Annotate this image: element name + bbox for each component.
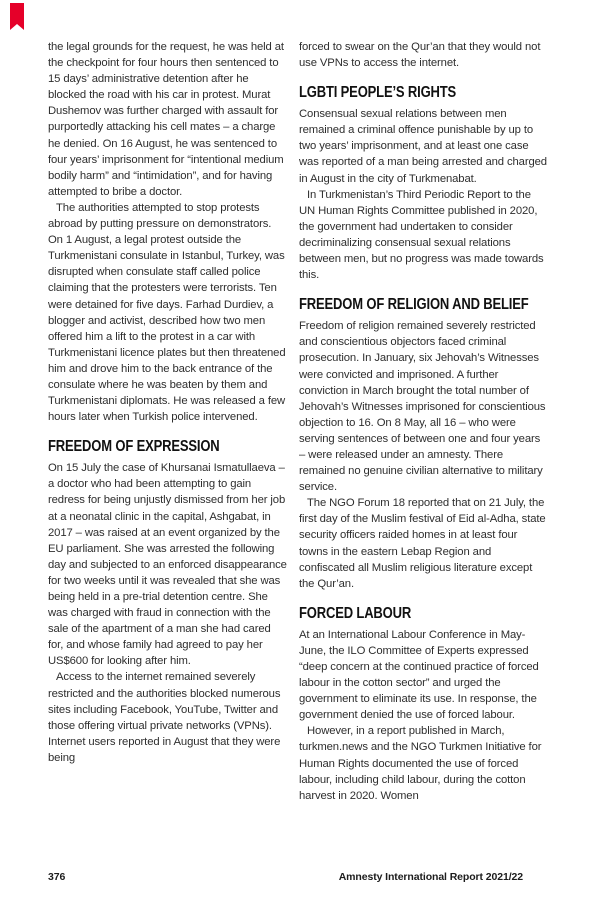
paragraph: However, in a report published in March, turkmen.news and the NGO Turkmen Initiative for Human Rights documented the use of forced labour, including child labour, during the cotton harvest in 2020. Women — [299, 725, 542, 802]
left-text-column — [48, 39, 288, 766]
right-text-column — [299, 39, 547, 804]
section-heading: FREEDOM OF RELIGION AND BELIEF — [299, 296, 529, 314]
section-heading: LGBTI PEOPLE’S RIGHTS — [299, 84, 457, 102]
paragraph: The authorities attempted to stop protests abroad by putting pressure on demonstrators. On 1 August, a legal protest outside the Turkmenistani consulate in Istanbul, Turkey, was disrupted when consulate staff called police claiming that the protesters were terrorists. Ten were detained for five days. Farhad Durdiev, a blogger and activist, described how two men offered him a lift to the protest in a car with Turkmenistani licence plates but then threatened him and drove him to the back entrance of the consulate where he was beaten by them and Turkmenistani diplomats. He was released a few hours later when Turkish police intervened. — [48, 201, 286, 424]
paragraph: forced to swear on the Qur’an that they would not use VPNs to access the internet. — [299, 41, 541, 70]
report-title: Amnesty International Report 2021/22 — [338, 871, 523, 883]
paragraph: The NGO Forum 18 reported that on 21 July, the first day of the Muslim festival of Eid al-Adha, state security officers raided homes in at least four towns in the eastern Lebap Region and confiscated all Muslim religious literature except the Qur’an. — [299, 497, 546, 590]
section-heading: FORCED LABOUR — [299, 604, 412, 622]
paragraph: Consensual sexual relations between men remained a criminal offence punishable by up to two years’ imprisonment, and at least one case was reported of a man being arrested and charged in August in the city of Turkmenabat. — [299, 108, 547, 185]
paragraph: the legal grounds for the request, he was held at the checkpoint for four hours then sentenced to 15 days’ administrative detention after he blocked the road with his car in protest. Murat Dushemov was further charged with assault for purportedly attacking his cell mates – a charge he denied. On 16 August, he was sentenced to four years’ imprisonment for “intentional medium bodily harm” and “intimidation”, and for having attempted to bribe a doctor. — [48, 41, 284, 198]
section-heading: FREEDOM OF EXPRESSION — [48, 438, 220, 456]
bookmark-ribbon-icon — [10, 3, 24, 30]
paragraph: In Turkmenistan’s Third Periodic Report to the UN Human Rights Committee published in 2020, the government had undertaken to consider decriminalizing consensual sexual relations between men, but no progress was made towards this. — [299, 188, 544, 282]
paragraph: Access to the internet remained severely restricted and the authorities blocked numerous sites including Facebook, YouTube, Twitter and those offering virtual private networks (VPNs). Internet users reported in August that they were being — [48, 671, 281, 764]
paragraph: On 15 July the case of Khursanai Ismatullaeva – a doctor who had been attempting to gain redress for being unjustly dismissed from her job at a neonatal clinic in the capital, Ashgabat, in 2017 – was raised at an event organized by the EU parliament. She was arrested the following day and subjected to an enforced disappearance for two weeks until it was revealed that she was being held in a pre-trial detention centre. She was charged with fraud in connection with the sale of the apartment of a man she had cared for, and whose family had agreed to pay her US$600 for looking after him. — [48, 462, 287, 668]
page-number: 376 — [48, 871, 66, 883]
paragraph: At an International Labour Conference in May-June, the ILO Committee of Experts expressed “deep concern at the continued practice of forced labour in the cotton sector” and urged the government to eliminate its use. In response, the government denied the use of forced labour. — [299, 628, 539, 722]
paragraph: Freedom of religion remained severely restricted and conscientious objectors faced criminal prosecution. In January, six Jehovah’s Witnesses were convicted and imprisoned. A further conviction in March brought the total number of Jehovah’s Witnesses imprisoned for conscientious objection to 16. On 8 May, all 16 – who were serving sentences of between one and four years – were released under an amnesty. There remained no genuine civilian alternative to military service. — [299, 320, 546, 494]
